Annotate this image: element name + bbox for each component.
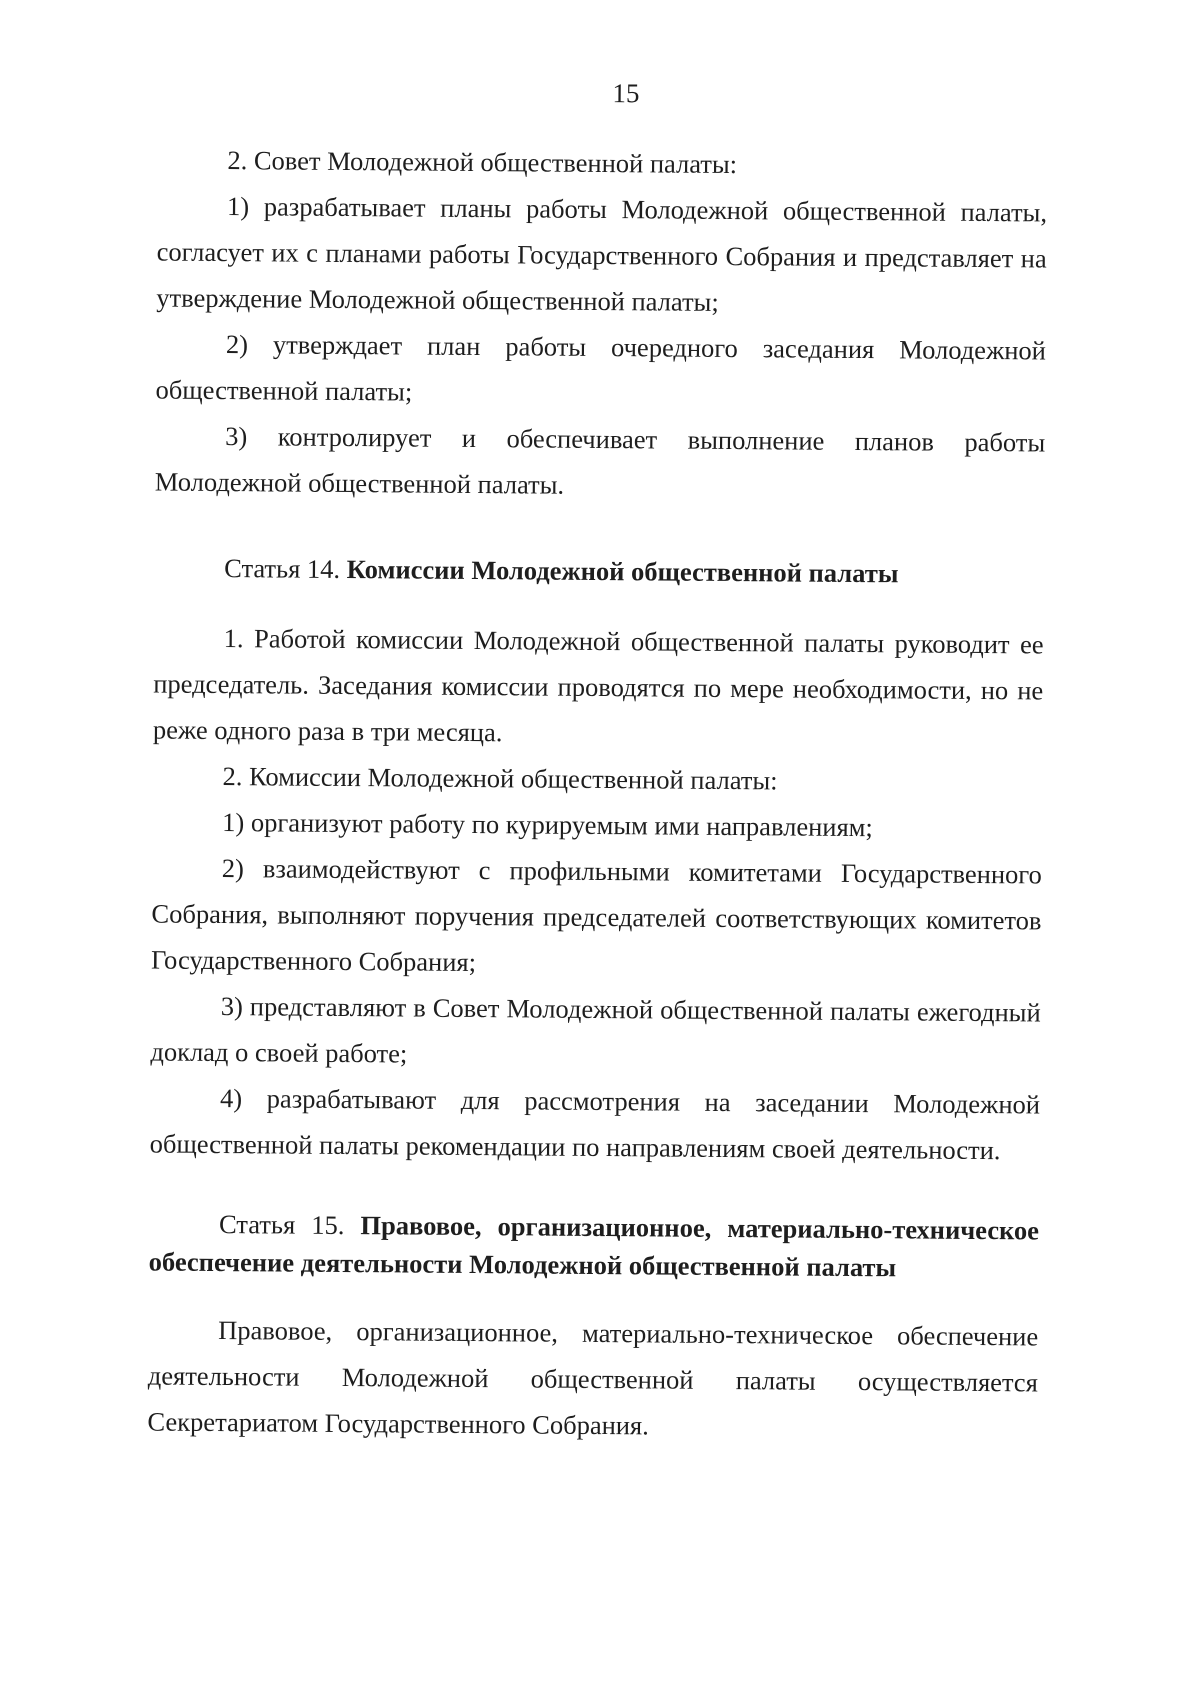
article-14-heading xyxy=(154,544,1044,597)
article-15-paragraph-1: Правовое, организационное, материально-техническое обеспечение деятельности Молодежной общественной палаты осуществляется Секретариатом Государственного Собрания. xyxy=(147,1315,1039,1441)
article-14-item-1: 1) организуют работу по курируемым ими направлениям; xyxy=(222,807,873,843)
article-14-label: Статья 14. xyxy=(224,553,341,584)
council-item-1: 1) разрабатывает планы работы Молодежной общественной палаты, согласует их с планами работы Государственного Собрания и представляет на утверждение Молодежной общественной палаты; xyxy=(156,191,1048,317)
article-15-title: Правовое, организационное, материально-техническое обеспечение деятельности Молодежной общественной палаты xyxy=(148,1210,1040,1283)
article-14-item-3: 3) представляют в Совет Молодежной общественной палаты ежегодный доклад о своей работе; xyxy=(150,991,1041,1069)
council-item-3: 3) контролирует и обеспечивает выполнение планов работы Молодежной общественной палаты. xyxy=(154,421,1046,500)
page-number: 15 xyxy=(612,78,640,109)
article-14-paragraph-1: 1. Работой комиссии Молодежной общественной палаты руководит ее председатель. Заседания комиссии проводятся по мере необходимости, но не реже одного раза в три месяца. xyxy=(152,623,1044,748)
article-14-title: Комиссии Молодежной общественной палаты xyxy=(346,554,899,589)
article-15-heading xyxy=(149,1204,1040,1287)
document-body xyxy=(147,137,1047,1452)
article-14-item-4: 4) разрабатывают для рассмотрения на заседании Молодежной общественной палаты рекомендации по направлениям своей деятельности. xyxy=(149,1083,1041,1166)
council-item-2: 2) утверждает план работы очередного заседания Молодежной общественной палаты; xyxy=(155,329,1047,407)
council-intro: 2. Совет Молодежной общественной палаты: xyxy=(227,145,738,180)
article-14-paragraph-2-intro: 2. Комиссии Молодежной общественной палаты: xyxy=(222,761,778,796)
article-14-item-2: 2) взаимодействуют с профильными комитетами Государственного Собрания, выполняют поручения председателей соответствующих комитетов Государственного Собрания; xyxy=(151,853,1042,978)
article-15-label: Статья 15. xyxy=(218,1209,345,1241)
